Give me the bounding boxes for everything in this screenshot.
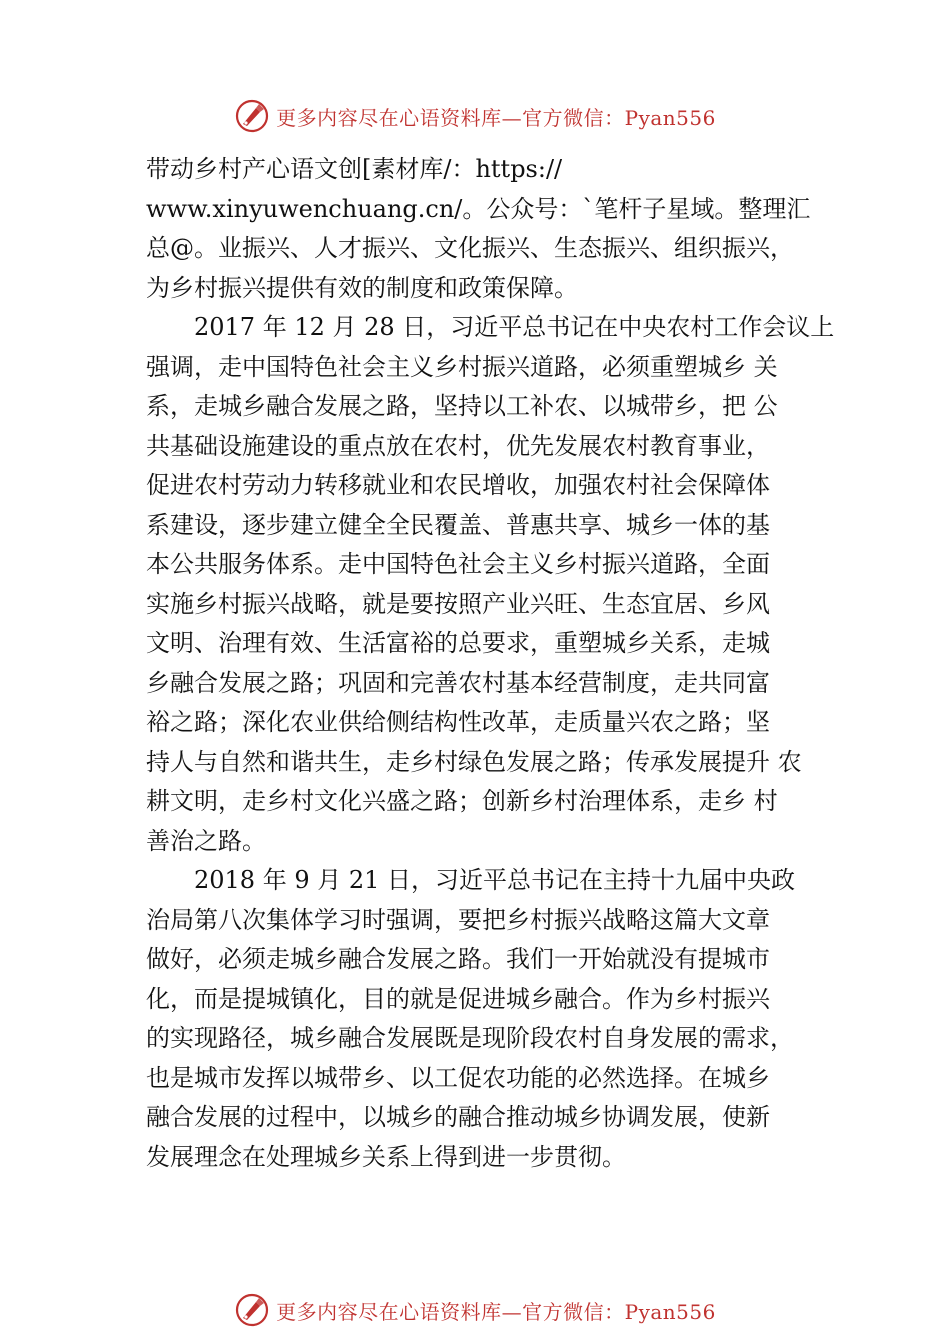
- header-banner: [0, 96, 950, 136]
- text-line: 为乡村振兴提供有效的制度和政策保障。: [146, 273, 578, 302]
- document-body: [146, 150, 836, 1177]
- text-line: 文明、治理有效、生活富裕的总要求，重塑城乡关系，走城: [146, 629, 770, 657]
- paragraph-1: [146, 150, 836, 308]
- text-line: 的实现路径，城乡融合发展既是现阶段农村自身发展的需求，: [146, 1024, 794, 1052]
- text-line: 促进农村劳动力转移就业和农民增收，加强农村社会保障体: [146, 471, 770, 499]
- pen-nib-logo-icon: [234, 98, 270, 134]
- text-line: 治局第八次集体学习时强调，要把乡村振兴战略这篇大文章: [146, 905, 770, 934]
- text-line: www.xinyuwenchuang.cn/。公众号：`笔杆子星域。整理汇: [146, 194, 811, 223]
- text-line: 2018 年 9 月 21 日，习近平总书记在主持十九届中央政: [194, 866, 796, 894]
- text-line: 强调，走中国特色社会主义乡村振兴道路，必须重塑城乡 关: [146, 352, 778, 381]
- text-line: 融合发展的过程中，以城乡的融合推动城乡协调发展，使新: [146, 1103, 770, 1131]
- banner-text: 更多内容尽在心语资料库—官方微信：Pyan556: [276, 105, 716, 130]
- text-line: 裕之路；深化农业供给侧结构性改革，走质量兴农之路；坚: [146, 708, 770, 736]
- text-line: 化，而是提城镇化，目的就是促进城乡融合。作为乡村振兴: [146, 984, 770, 1013]
- text-line: 发展理念在处理城乡关系上得到进一步贯彻。: [146, 1142, 626, 1171]
- text-line: 乡融合发展之路；巩固和完善农村基本经营制度，走共同富: [146, 668, 770, 697]
- text-line: 持人与自然和谐共生，走乡村绿色发展之路；传承发展提升 农: [146, 747, 802, 776]
- text-line: 善治之路。: [146, 826, 266, 855]
- pen-nib-logo-icon: [234, 1292, 270, 1328]
- footer-banner: [0, 1290, 950, 1330]
- text-line: 系建设，逐步建立健全全民覆盖、普惠共享、城乡一体的基: [146, 510, 770, 539]
- banner-text: 更多内容尽在心语资料库—官方微信：Pyan556: [276, 1299, 716, 1324]
- paragraph-2: [146, 308, 836, 861]
- text-line: 本公共服务体系。走中国特色社会主义乡村振兴道路，全面: [146, 550, 770, 578]
- text-line: 共基础设施建设的重点放在农村，优先发展农村教育事业，: [146, 431, 770, 460]
- text-line: 2017 年 12 月 28 日，习近平总书记在中央农村工作会议上: [194, 313, 835, 341]
- text-line: 耕文明，走乡村文化兴盛之路；创新乡村治理体系，走乡 村: [146, 787, 778, 815]
- text-line: 实施乡村振兴战略，就是要按照产业兴旺、生态宜居、乡风: [146, 589, 770, 618]
- text-line: 总@。业振兴、人才振兴、文化振兴、生态振兴、组织振兴，: [146, 234, 794, 262]
- text-line: 带动乡村产心语文创[素材库/：https://: [146, 155, 563, 183]
- paragraph-3: [146, 861, 836, 1177]
- text-line: 系，走城乡融合发展之路，坚持以工补农、以城带乡，把 公: [146, 392, 778, 420]
- text-line: 做好，必须走城乡融合发展之路。我们一开始就没有提城市: [146, 945, 770, 973]
- text-line: 也是城市发挥以城带乡、以工促农功能的必然选择。在城乡: [146, 1063, 770, 1092]
